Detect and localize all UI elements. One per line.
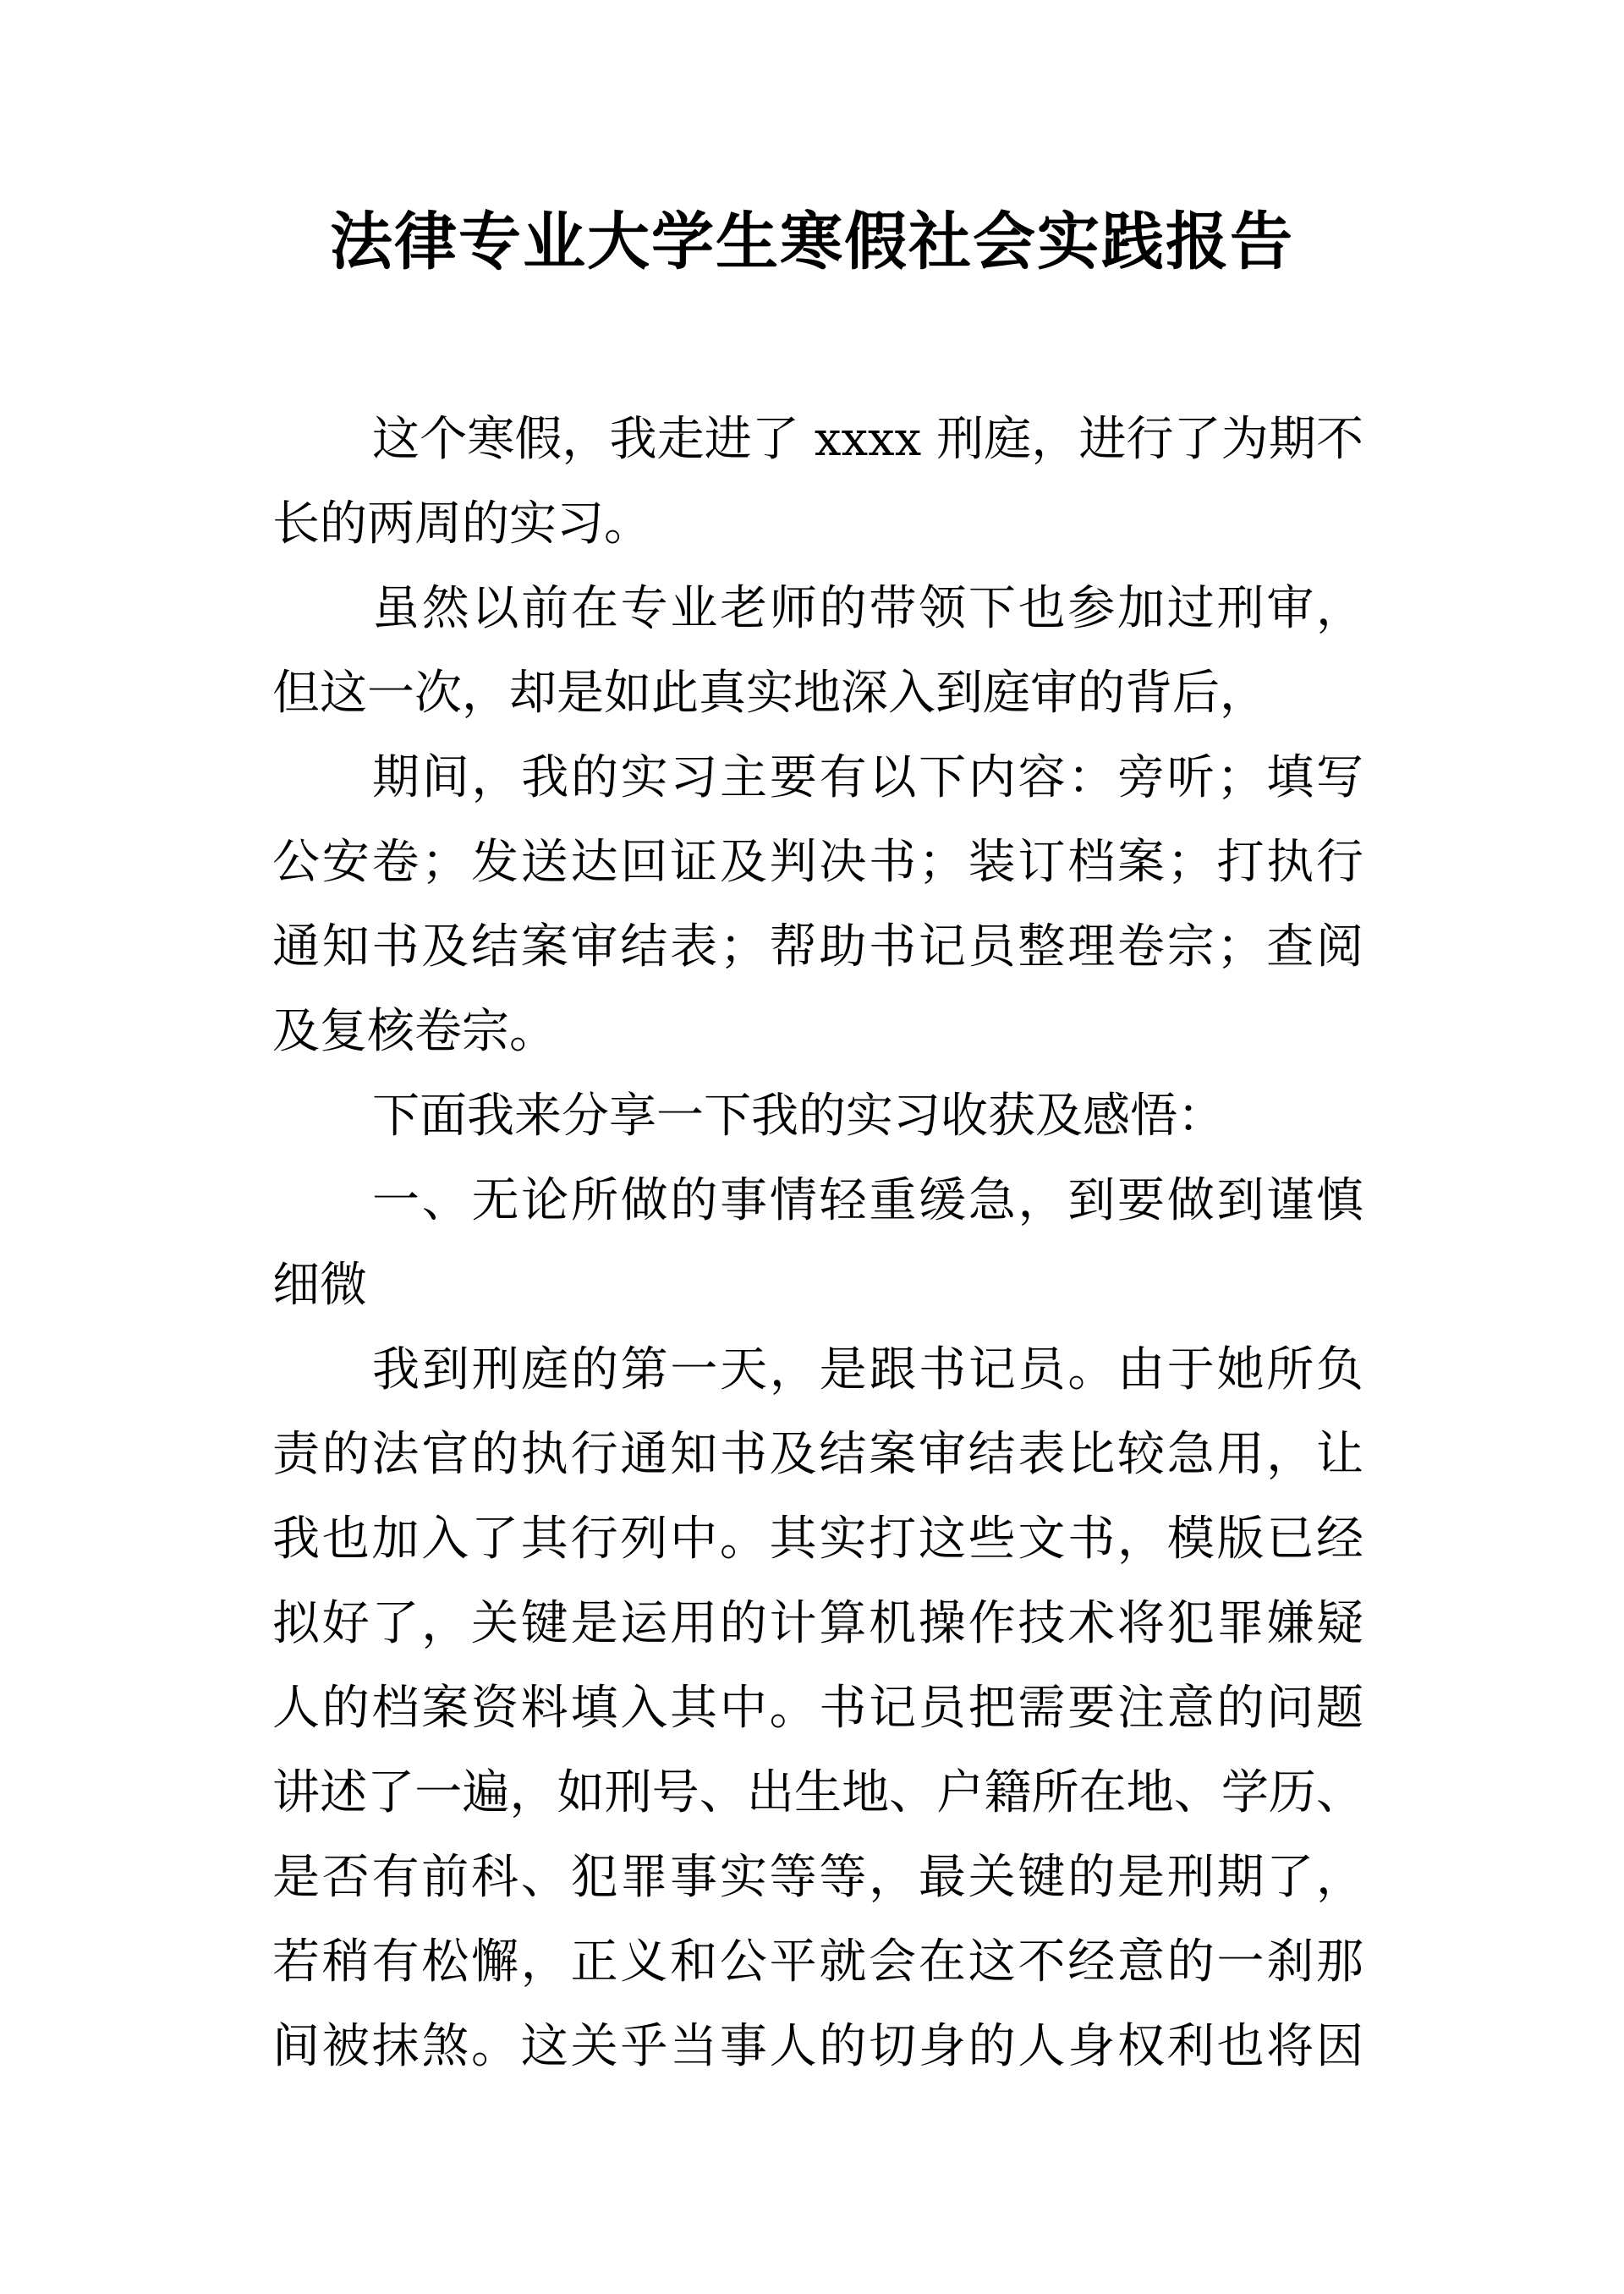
text-line: 间被抹煞。这关乎当事人的切身的人身权利也将因: [272, 2019, 1363, 2074]
text-line: 虽然以前在专业老师的带领下也参加过刑审，: [372, 581, 1363, 636]
text-line: 通知书及结案审结表；帮助书记员整理卷宗；查阅: [272, 919, 1363, 974]
text-line: 及复核卷宗。: [272, 1004, 557, 1059]
text-line: 这个寒假，我走进了 xxxx 刑庭，进行了为期不: [372, 412, 1363, 467]
text-line: 但这一次，却是如此真实地深入到庭审的背后，: [272, 666, 1267, 721]
text-line: 期间，我的实习主要有以下内容：旁听；填写: [372, 750, 1363, 805]
text-line: 责的法官的执行通知书及结案审结表比较急用，让: [272, 1427, 1363, 1482]
text-line: 人的档案资料填入其中。书记员把需要注意的问题: [272, 1681, 1363, 1736]
document-title: 法律专业大学生寒假社会实践报告: [330, 206, 1294, 278]
text-line: 讲述了一遍，如刑号、出生地、户籍所在地、学历、: [272, 1765, 1363, 1820]
text-line: 拟好了，关键是运用的计算机操作技术将犯罪嫌疑: [272, 1596, 1363, 1651]
text-line: 若稍有松懈，正义和公平就会在这不经意的一刹那: [272, 1935, 1363, 1989]
text-line: 公安卷；发送达回证及判决书；装订档案；打执行: [272, 835, 1363, 890]
text-line: 细微: [272, 1258, 367, 1313]
document-body: [272, 398, 1363, 2089]
text-line: 下面我来分享一下我的实习收获及感悟：: [372, 1089, 1225, 1144]
text-line: 长的两周的实习。: [272, 497, 651, 552]
text-line: 我也加入了其行列中。其实打这些文书，模版已经: [272, 1512, 1363, 1567]
text-line: 我到刑庭的第一天，是跟书记员。由于她所负: [372, 1342, 1363, 1397]
text-line: 一、无论所做的事情轻重缓急，到要做到谨慎: [372, 1173, 1363, 1228]
text-line: 是否有前科、犯罪事实等等，最关键的是刑期了，: [272, 1850, 1363, 1905]
